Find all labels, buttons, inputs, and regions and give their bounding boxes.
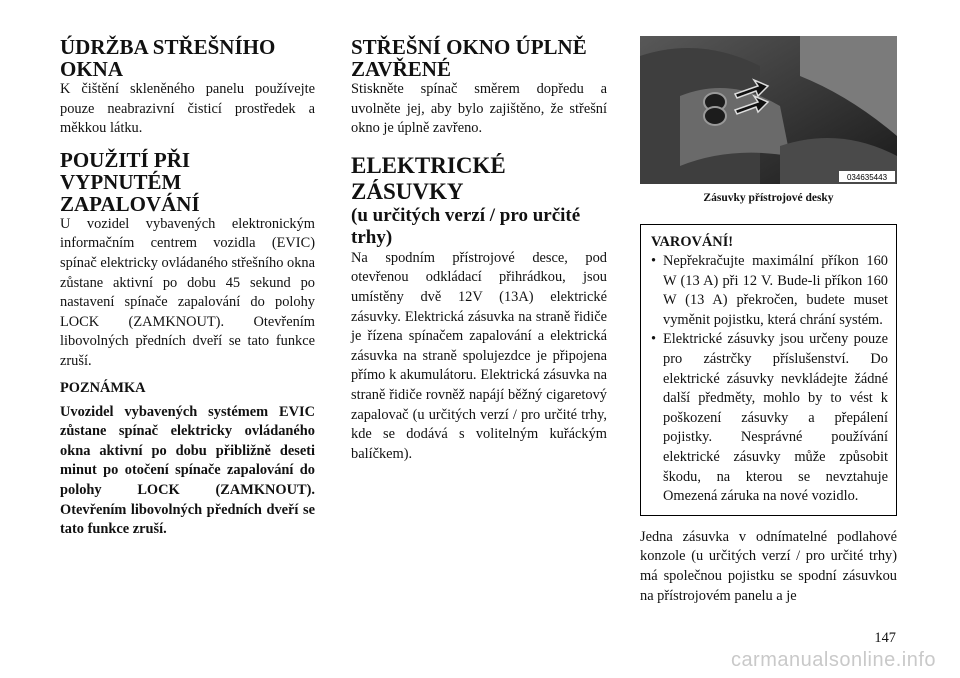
warning-item: • Nepřekračujte maximální příkon 160 W (13 A) při 12 V. Bude-li příkon 160 W (13 A) překročen, budete muset vyměnit pojistku, která chrání systém. [651, 252, 888, 330]
para-sunroof-maintenance: K čištění skleněného panelu používejte pouze neabrazivní čisticí prostředek a měkkou látku. [60, 81, 315, 137]
power-outlets-illustration [640, 36, 897, 184]
right-column [640, 36, 897, 606]
heading-power-outlets-sub: (u určitých verzí / pro určité trhy) [351, 204, 581, 248]
para-ignition-off: U vozidel vybavených elektronickým informačním centrem vozidla (EVIC) spínač elektricky ovládaného střešního okna zůstane aktivní po dobu 45 sekund po nastavení spínače zapalování do polohy LOCK (ZAMKNOUT). Otevřením libovolných předních dveří se tato funkce zruší. [60, 215, 315, 369]
para-console-outlet: Jedna zásuvka v odnímatelné podlahové konzole (u určitých verzí / pro určité trhy) má společnou pojistku se spodní zásuvkou na přístrojovém panelu a je [640, 528, 897, 604]
warning-list [651, 252, 888, 507]
figure-code: 034635443 [846, 173, 888, 182]
heading-sunroof-maintenance: ÚDRŽBA STŘEŠNÍHO OKNA [60, 35, 276, 81]
power-outlets-photo [640, 36, 897, 184]
warning-box [640, 224, 897, 516]
heading-sunroof-closed: STŘEŠNÍ OKNO ÚPLNĚ ZAVŘENÉ [351, 35, 587, 81]
warning-title: VAROVÁNÍ! [651, 234, 734, 250]
warning-item: • Elektrické zásuvky jsou určeny pouze pro zástrčky příslušenství. Do elektrické zásuvky nevkládejte žádné další předměty, mohlo by to vést k poškození zásuvky a přepálení pojistky. Nesprávné používání elektrické zásuvky může způsobit škodu, na kterou se nevztahuje Omezená záruka na nové vozidlo. [651, 330, 888, 506]
para-sunroof-closed: Stiskněte spínač směrem dopředu a uvolněte jej, aby bylo zajištěno, že střešní okno je úplně zavřeno. [351, 81, 607, 137]
watermark: carmanualsonline.info [730, 649, 936, 671]
figure-caption: Zásuvky přístrojové desky [703, 192, 834, 204]
note-body: Uvozidel vybavených systémem EVIC zůstane spínač elektricky ovládaného okna aktivní po dobu přibližně deseti minut po otočení spínače zapalování do polohy LOCK (ZAMKNOUT). Otevřením libovolných předních dveří se tato funkce zruší. [60, 403, 315, 538]
left-column [60, 36, 315, 540]
page-number: 147 [874, 630, 896, 646]
heading-power-outlets: ELEKTRICKÉ ZÁSUVKY [351, 152, 506, 204]
heading-ignition-off: POUŽITÍ PŘI VYPNUTÉM ZAPALOVÁNÍ [60, 147, 200, 216]
para-power-outlets: Na spodním přístrojové desce, pod otevřenou odkládací přihrádkou, jsou umístěny dvě 12V (13A) elektrické zásuvky. Elektrická zásuvka na straně řidiče je řízena spínačem zapalování a elektrická zásuvka na straně spolujezdce je připojena přímo k akumulátoru. Elektrická zásuvka na straně řidiče rovněž napájí běžný cigaretový zapalovač (u určitých verzí / pro určité trhy, kde se dodává s volitelným kuřáckým balíčkem). [351, 249, 607, 462]
note-heading: POZNÁMKA [60, 379, 146, 396]
middle-column [351, 36, 607, 464]
